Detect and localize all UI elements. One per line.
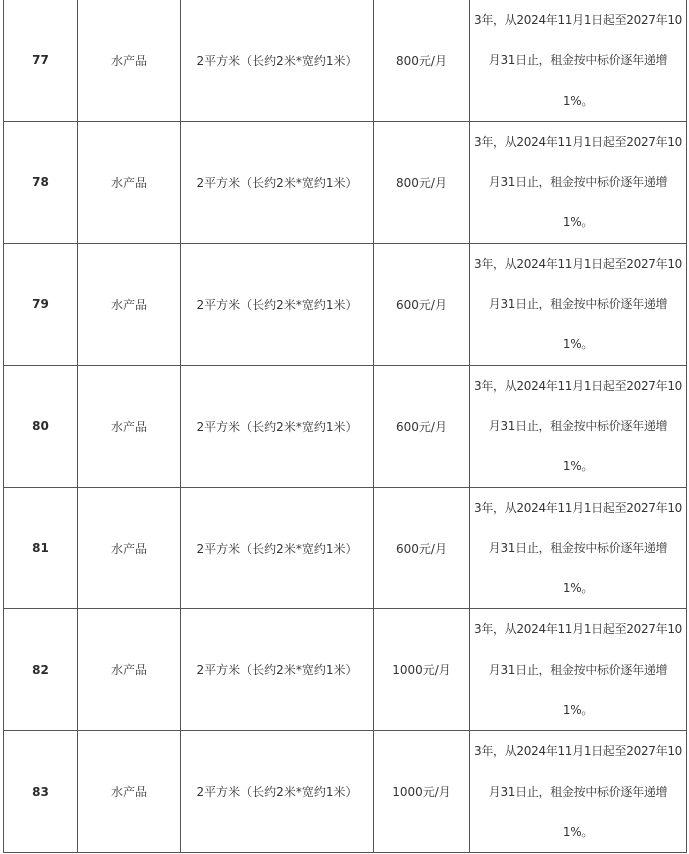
area-cell: 2平方米（长约2米*宽约1米） [181, 121, 374, 243]
lease-term-line: 月31日止，租金按中标价逐年递增 [488, 53, 668, 68]
table-row [4, 0, 687, 121]
lease-term-line: 1%。 [562, 93, 594, 108]
table-row [4, 365, 687, 487]
table-row [4, 243, 687, 365]
lease-term-cell [470, 731, 687, 853]
lease-term-line: 1%。 [562, 581, 594, 596]
stall-number-cell: 78 [4, 121, 78, 243]
lease-term-cell [470, 121, 687, 243]
lease-term-line: 1%。 [562, 215, 594, 230]
category-cell: 水产品 [78, 121, 181, 243]
category-cell: 水产品 [78, 731, 181, 853]
lease-term-line: 月31日止，租金按中标价逐年递增 [488, 784, 668, 799]
stall-number-cell: 83 [4, 731, 78, 853]
lease-term-cell [470, 0, 687, 121]
rent-cell: 800元/月 [374, 0, 470, 121]
lease-term-line: 1%。 [562, 824, 594, 839]
lease-term-line: 1%。 [562, 459, 594, 474]
area-cell: 2平方米（长约2米*宽约1米） [181, 365, 374, 487]
stall-number-cell: 82 [4, 609, 78, 731]
lease-term-line: 月31日止，租金按中标价逐年递增 [488, 175, 668, 190]
lease-term-line: 3年，从2024年11月1日起至2027年10 [474, 500, 682, 515]
area-cell: 2平方米（长约2米*宽约1米） [181, 243, 374, 365]
rent-cell: 600元/月 [374, 487, 470, 609]
lease-term-cell [470, 365, 687, 487]
category-cell: 水产品 [78, 609, 181, 731]
stall-number-cell: 81 [4, 487, 78, 609]
stall-lease-table [3, 0, 687, 853]
lease-term-cell [470, 487, 687, 609]
lease-term-line: 3年，从2024年11月1日起至2027年10 [474, 13, 682, 27]
rent-cell: 600元/月 [374, 243, 470, 365]
lease-term-line: 月31日止，租金按中标价逐年递增 [488, 662, 668, 677]
lease-term-cell [470, 243, 687, 365]
lease-term-line: 月31日止，租金按中标价逐年递增 [488, 418, 668, 433]
category-cell: 水产品 [78, 365, 181, 487]
lease-term-line: 1%。 [562, 703, 594, 718]
lease-term-cell [470, 609, 687, 731]
table-row [4, 731, 687, 853]
lease-term-line: 3年，从2024年11月1日起至2027年10 [474, 134, 682, 149]
table-row [4, 121, 687, 243]
rent-cell: 800元/月 [374, 121, 470, 243]
lease-term-line: 3年，从2024年11月1日起至2027年10 [474, 744, 682, 759]
rent-cell: 600元/月 [374, 365, 470, 487]
lease-term-line: 3年，从2024年11月1日起至2027年10 [474, 256, 682, 271]
area-cell: 2平方米（长约2米*宽约1米） [181, 487, 374, 609]
rent-cell: 1000元/月 [374, 731, 470, 853]
lease-term-line: 1%。 [562, 337, 594, 352]
category-cell: 水产品 [78, 0, 181, 121]
stall-number-cell: 77 [4, 0, 78, 121]
area-cell: 2平方米（长约2米*宽约1米） [181, 731, 374, 853]
table-row [4, 609, 687, 731]
lease-term-line: 月31日止，租金按中标价逐年递增 [488, 297, 668, 312]
lease-term-line: 月31日止，租金按中标价逐年递增 [488, 540, 668, 555]
area-cell: 2平方米（长约2米*宽约1米） [181, 609, 374, 731]
category-cell: 水产品 [78, 243, 181, 365]
category-cell: 水产品 [78, 487, 181, 609]
table-body [4, 0, 687, 853]
lease-term-line: 3年，从2024年11月1日起至2027年10 [474, 622, 682, 637]
table-row [4, 487, 687, 609]
stall-number-cell: 79 [4, 243, 78, 365]
stall-number-cell: 80 [4, 365, 78, 487]
area-cell: 2平方米（长约2米*宽约1米） [181, 0, 374, 121]
lease-term-line: 3年，从2024年11月1日起至2027年10 [474, 378, 682, 393]
rent-cell: 1000元/月 [374, 609, 470, 731]
